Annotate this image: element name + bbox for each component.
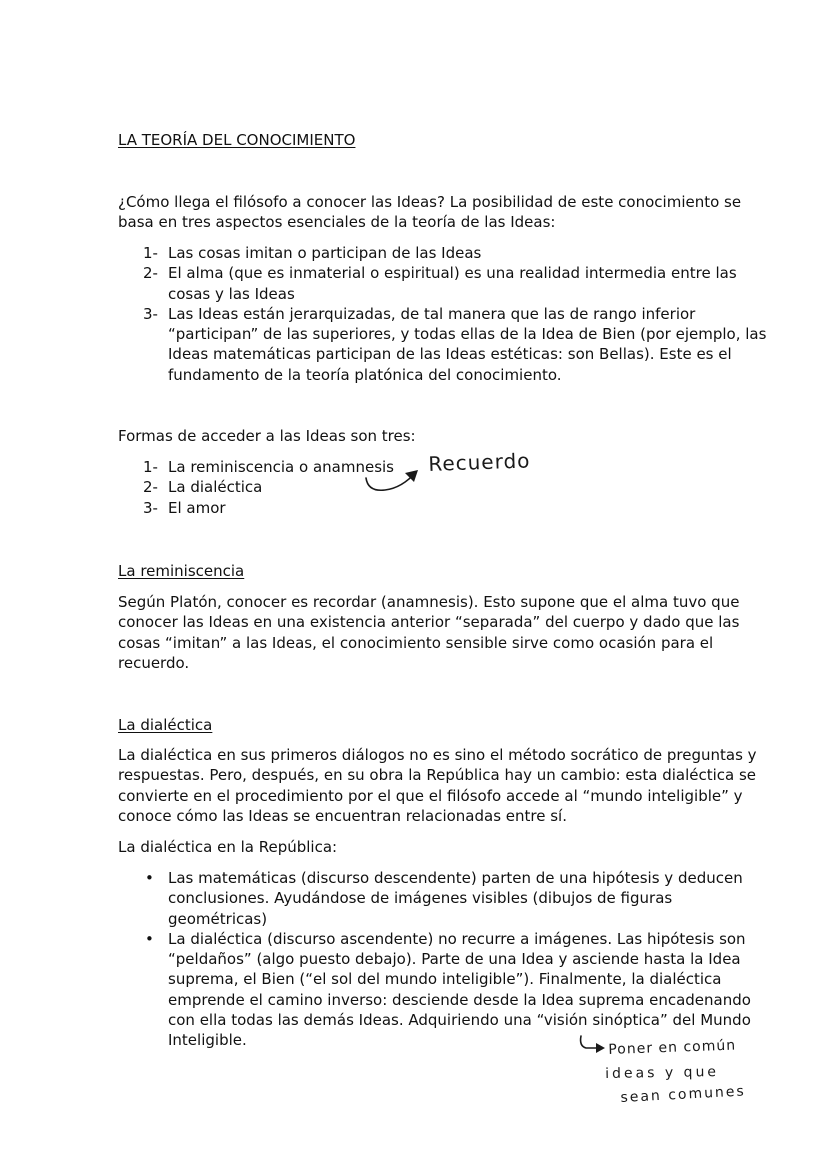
form-text: La reminiscencia o anamnesis <box>168 458 394 476</box>
aspect-text: El alma (que es inmaterial o espiritual) es una realidad intermedia entre las cosas y las Ideas <box>168 264 737 303</box>
handwritten-note-line3: sean comunes <box>620 1083 747 1106</box>
list-number: 1- <box>143 244 158 262</box>
aspect-text: Las cosas imitan o participan de las Ideas <box>168 244 482 262</box>
page-title: LA TEORÍA DEL CONOCIMIENTO <box>118 131 356 149</box>
list-number: 1- <box>143 458 158 476</box>
handwritten-note-line2: ideas y que <box>605 1064 720 1082</box>
dialectica-heading: La dialéctica <box>118 716 213 734</box>
list-number: 3- <box>143 498 158 517</box>
aspect-text: Las Ideas están jerarquizadas, de tal manera que las de rango inferior “participan” de las superiores, y todas ellas de la Idea de Bien (por ejemplo, las Ideas matemáticas participan de las Ideas estéticas: son Bellas). Este es el fundamento de la teoría platónica del conocimiento. <box>168 304 767 384</box>
bullet-text: La dialéctica (discurso ascendente) no recurre a imágenes. Las hipótesis son “peldaños” (algo puesto debajo). Parte de una Idea y asciende hasta la Idea suprema, el Bien (“el sol del mundo inteligible”). Finalmente, la dialéctica emprende el camino inverso: desciende desde la Idea suprema encadenando con ella todas las demás Ideas. Adquiriendo una “visión sinóptica” del Mundo Inteligible. <box>168 929 751 1050</box>
bullet-item <box>118 868 768 929</box>
form-text: El amor <box>168 498 226 517</box>
form-item <box>118 477 768 497</box>
forms-intro: Formas de acceder a las Ideas son tres: <box>118 427 416 445</box>
intro-paragraph: ¿Cómo llega el filósofo a conocer las Ideas? La posibilidad de este conocimiento se basa en tres aspectos esenciales de la teoría de las Ideas: <box>118 193 742 232</box>
republica-bullets <box>118 868 768 1051</box>
bullet-item <box>118 929 768 1051</box>
republica-intro: La dialéctica en la República: <box>118 838 338 856</box>
bullet-text: Las matemáticas (discurso descendente) parten de una hipótesis y deducen conclusiones. Ayudándose de imágenes visibles (dibujos de figuras geométricas) <box>168 869 743 928</box>
form-text: La dialéctica <box>168 478 263 497</box>
bullet-marker: • <box>145 929 154 948</box>
dialectica-paragraph: La dialéctica en sus primeros diálogos no es sino el método socrático de preguntas y respuestas. Pero, después, en su obra la República hay un cambio: esta dialéctica se convierte en el procedimiento por el que el filósofo accede al “mundo inteligible” y conoce cómo las Ideas se encuentran relacionadas entre sí. <box>118 746 757 825</box>
list-number: 3- <box>143 304 158 323</box>
aspects-list <box>118 243 768 385</box>
aspect-item <box>118 243 768 263</box>
list-number: 2- <box>143 264 158 283</box>
bullet-marker: • <box>145 869 154 887</box>
list-number: 2- <box>143 478 158 497</box>
aspect-item <box>118 263 768 304</box>
reminiscencia-paragraph: Según Platón, conocer es recordar (anamnesis). Esto supone que el alma tuvo que conocer las Ideas en una existencia anterior “separada” del cuerpo y dado que las cosas “imitan” a las Ideas, el conocimiento sensible sirve como ocasión para el recuerdo. <box>118 593 740 672</box>
handwritten-recuerdo: Recuerdo <box>427 448 531 476</box>
handwritten-note-line1: Poner en común <box>608 1037 737 1058</box>
form-item <box>118 498 768 518</box>
aspect-item <box>118 304 768 385</box>
reminiscencia-heading: La reminiscencia <box>118 562 245 580</box>
